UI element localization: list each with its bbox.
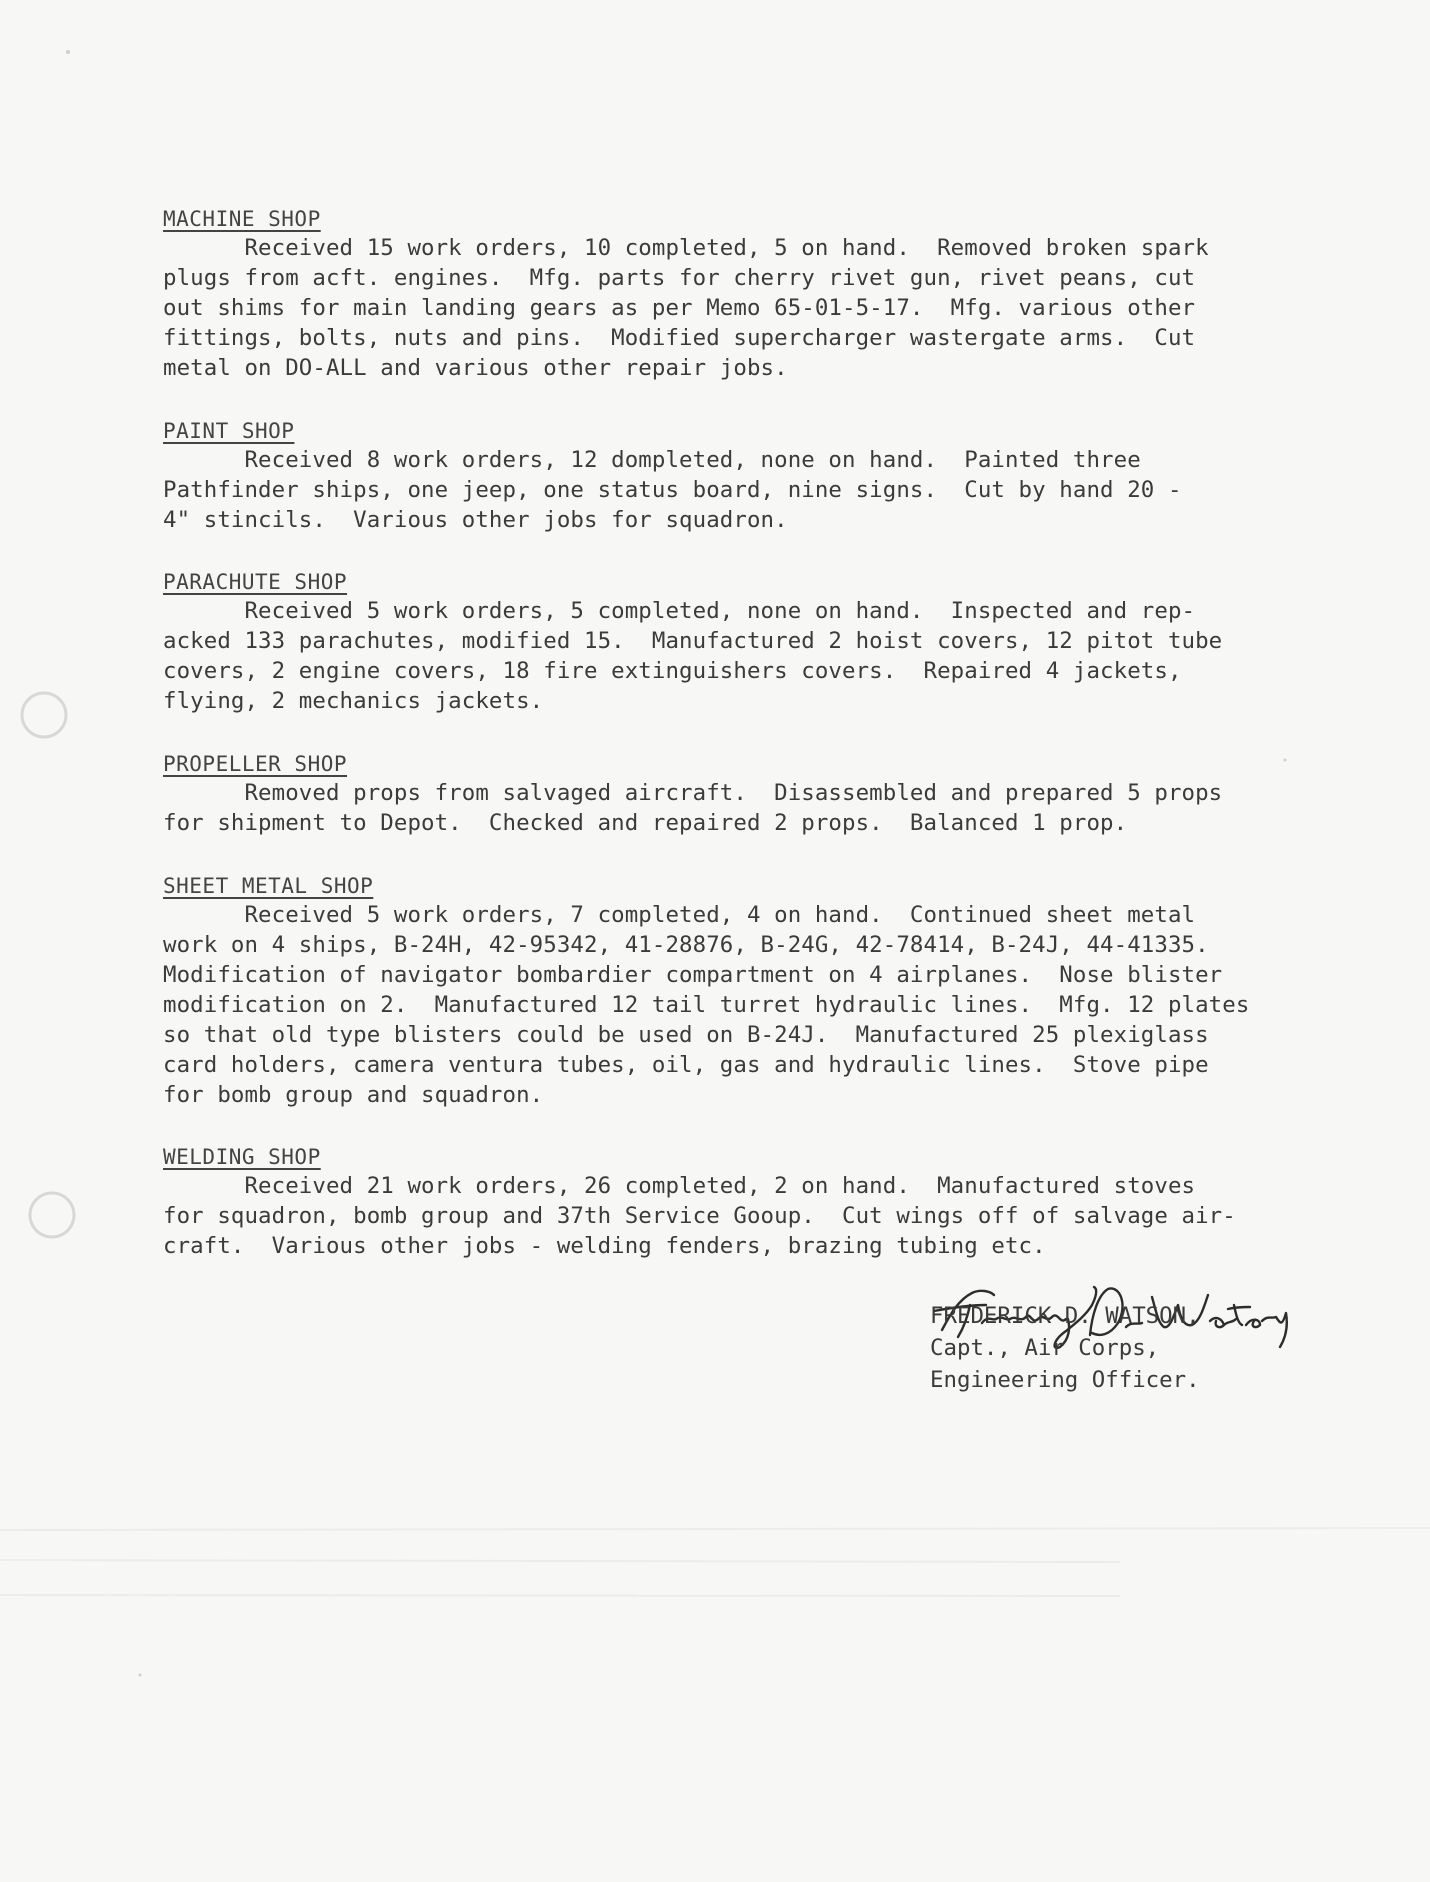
section-heading: PAINT SHOP — [163, 419, 295, 443]
paragraph-line: plugs from acft. engines. Mfg. parts for cherry rivet gun, rivet peans, cut — [163, 265, 1196, 291]
paragraph-line: acked 133 parachutes, modified 15. Manufactured 2 hoist covers, 12 pitot tube — [163, 628, 1223, 654]
paragraph-line: 4" stincils. Various other jobs for squadron. — [163, 507, 788, 533]
paragraph-line: modification on 2. Manufactured 12 tail turret hydraulic lines. Mfg. 12 plates — [163, 992, 1250, 1018]
paragraph-line: metal on DO-ALL and various other repair jobs. — [163, 355, 788, 381]
paragraph-line: for bomb group and squadron. — [163, 1082, 544, 1108]
section-heading: PARACHUTE SHOP — [163, 570, 348, 594]
punch-hole-mark — [30, 1193, 74, 1237]
section-heading: SHEET METAL SHOP — [163, 874, 374, 898]
signer-title: Engineering Officer. — [930, 1367, 1200, 1393]
signer-rank: Capt., Air Corps, — [930, 1335, 1160, 1361]
paragraph-line: Received 8 work orders, 12 dompleted, none on hand. Painted three — [163, 447, 1141, 473]
section-sheet-metal-shop — [163, 872, 1393, 1110]
section-welding-shop — [163, 1143, 1393, 1261]
paragraph-line: Removed props from salvaged aircraft. Disassembled and prepared 5 props — [163, 780, 1223, 806]
punch-hole-mark — [22, 693, 66, 737]
section-machine-shop — [163, 205, 1393, 383]
section-paint-shop — [163, 417, 1393, 535]
paragraph-line: Received 21 work orders, 26 completed, 2 on hand. Manufactured stoves — [163, 1173, 1196, 1199]
paragraph-line: so that old type blisters could be used on B-24J. Manufactured 25 plexiglass — [163, 1022, 1209, 1048]
paragraph-line: covers, 2 engine covers, 18 fire extinguishers covers. Repaired 4 jackets, — [163, 658, 1182, 684]
paragraph-line: work on 4 ships, B-24H, 42-95342, 41-28876, B-24G, 42-78414, B-24J, 44-41335. — [163, 932, 1209, 958]
paragraph-line: Pathfinder ships, one jeep, one status board, nine signs. Cut by hand 20 - — [163, 477, 1182, 503]
paragraph-line: Received 5 work orders, 5 completed, none on hand. Inspected and rep- — [163, 598, 1196, 624]
paragraph-line: fittings, bolts, nuts and pins. Modified supercharger wastergate arms. Cut — [163, 325, 1196, 351]
section-heading: MACHINE SHOP — [163, 207, 321, 231]
section-heading: PROPELLER SHOP — [163, 752, 348, 776]
paragraph-line: Received 5 work orders, 7 completed, 4 on hand. Continued sheet metal — [163, 902, 1196, 928]
section-heading: WELDING SHOP — [163, 1145, 321, 1169]
paragraph-line: Received 15 work orders, 10 completed, 5 on hand. Removed broken spark — [163, 235, 1209, 261]
section-propeller-shop — [163, 750, 1393, 838]
paragraph-line: for shipment to Depot. Checked and repaired 2 props. Balanced 1 prop. — [163, 810, 1128, 836]
paragraph-line: out shims for main landing gears as per Memo 65-01-5-17. Mfg. various other — [163, 295, 1196, 321]
paragraph-line: craft. Various other jobs - welding fenders, brazing tubing etc. — [163, 1233, 1046, 1259]
paragraph-line: Modification of navigator bombardier compartment on 4 airplanes. Nose blister — [163, 962, 1223, 988]
section-parachute-shop — [163, 568, 1393, 716]
paragraph-line: for squadron, bomb group and 37th Service Gooup. Cut wings off of salvage air- — [163, 1203, 1236, 1229]
signer-name: FREDERICK D. WATSON, — [930, 1303, 1200, 1329]
paragraph-line: flying, 2 mechanics jackets. — [163, 688, 544, 714]
paragraph-line: card holders, camera ventura tubes, oil, gas and hydraulic lines. Stove pipe — [163, 1052, 1209, 1078]
signature-block — [930, 1300, 1200, 1396]
